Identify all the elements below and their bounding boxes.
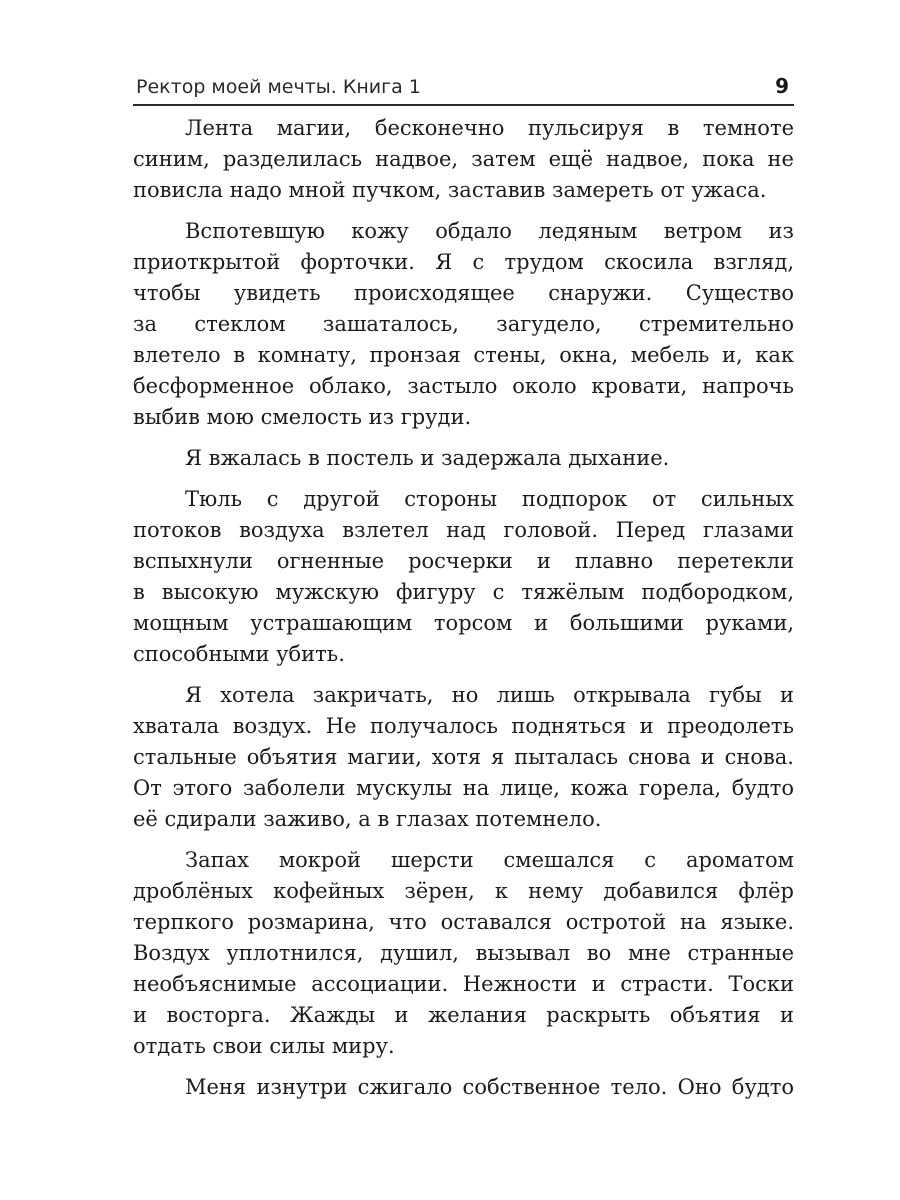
- text-line: терпкого розмарина, что оставался остротой на языке.: [133, 910, 794, 934]
- paragraph: [133, 216, 794, 433]
- text-line: дроблёных кофейных зёрен, к нему добавился флёр: [133, 879, 794, 903]
- text-line: чтобы увидеть происходящее снаружи. Существо: [133, 281, 794, 305]
- paragraph: [133, 1072, 794, 1103]
- text-line: влетело в комнату, пронзая стены, окна, мебель и, как: [133, 343, 794, 367]
- text-line: Тюль с другой стороны подпорок от сильных: [185, 487, 794, 511]
- paragraph: [133, 680, 794, 835]
- text-line: Вспотевшую кожу обдало ледяным ветром из: [185, 219, 794, 243]
- text-line: в высокую мужскую фигуру с тяжёлым подбородком,: [133, 580, 794, 604]
- text-line: Я хотела закричать, но лишь открывала губы и: [185, 683, 794, 707]
- text-line: выбив мою смелость из груди.: [133, 405, 472, 429]
- paragraph: [133, 113, 794, 206]
- text-line: отдать свои силы миру.: [133, 1034, 395, 1058]
- text-line: стальные объятия магии, хотя я пыталась снова и снова.: [133, 745, 794, 769]
- text-line: её сдирали заживо, а в глазах потемнело.: [133, 807, 602, 831]
- paragraph: [133, 443, 794, 474]
- text-line: необъяснимые ассоциации. Нежности и страсти. Тоски: [133, 972, 794, 996]
- body-text: [133, 113, 794, 1113]
- paragraph: [133, 484, 794, 670]
- text-line: мощным устрашающим торсом и большими руками,: [133, 611, 794, 635]
- text-line: Воздух уплотнился, душил, вызывал во мне странные: [133, 941, 794, 965]
- running-header: [133, 74, 794, 106]
- text-line: вспыхнули огненные росчерки и плавно перетекли: [133, 549, 794, 573]
- page-number: 9: [775, 74, 789, 98]
- paragraph: [133, 845, 794, 1062]
- book-title: Ректор моей мечты. Книга 1: [136, 76, 421, 98]
- text-line: способными убить.: [133, 642, 345, 666]
- text-line: От этого заболели мускулы на лице, кожа горела, будто: [133, 776, 794, 800]
- text-line: приоткрытой форточки. Я с трудом скосила взгляд,: [133, 250, 794, 274]
- text-line: за стеклом зашаталось, загудело, стремительно: [133, 312, 794, 336]
- text-line: Запах мокрой шерсти смешался с ароматом: [185, 848, 794, 872]
- text-line: Я вжалась в постель и задержала дыхание.: [185, 446, 670, 470]
- text-line: синим, разделилась надвое, затем ещё надвое, пока не: [133, 147, 794, 171]
- text-line: повисла надо мной пучком, заставив замереть от ужаса.: [133, 178, 767, 202]
- text-line: и восторга. Жажды и желания раскрыть объятия и: [133, 1003, 794, 1027]
- text-line: Лента магии, бесконечно пульсируя в темноте: [185, 116, 794, 140]
- text-line: хватала воздух. Не получалось подняться и преодолеть: [133, 714, 794, 738]
- text-line: Меня изнутри сжигало собственное тело. Оно будто: [185, 1075, 794, 1099]
- text-line: потоков воздуха взлетел над головой. Перед глазами: [133, 518, 794, 542]
- text-line: бесформенное облако, застыло около кровати, напрочь: [133, 374, 794, 398]
